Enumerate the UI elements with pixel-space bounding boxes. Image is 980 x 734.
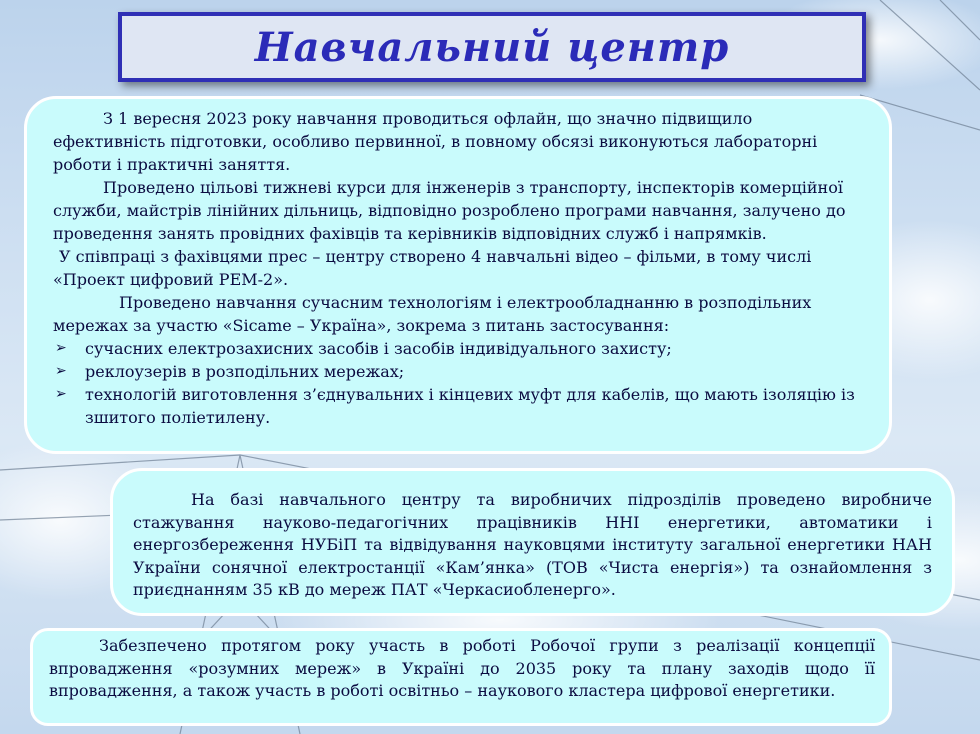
paragraph-weekly-courses: Проведено цільові тижневі курси для інженерів з транспорту, інспекторів комерційної служби, майстрів лінійних дільниць, відповідно розроблено програми навчання, залучено до проведення занять провідних фахівців та керівників відповідних служб і напрямків. [53,178,846,243]
list-item-text: реклоузерів в розподільних мережах; [85,362,405,381]
paragraph-internship: На базі навчального центру та виробничих підрозділів проведено виробниче стажування науково-педагогічних працівників ННІ енергетики, автоматики і енергозбереження НУБіП та відвідування науковцями інституту загальної енергетики НАН України сонячної електростанції «Кам’янка» (ТОВ «Чиста енергія») та ознайомлення з приєднанням 35 кВ до мереж ПАТ «Черкасиобленерго». [133,490,932,599]
arrow-bullet-icon: ➢ [55,340,67,356]
paragraph-smart-grid: Забезпечено протягом року участь в роботі Робочої групи з реалізації концепції впровадження «розумних мереж» в Україні до 2035 року та плану заходів щодо її впровадження, а також участь в роботі освітньо – наукового кластера цифрової енергетики. [49,636,875,700]
list-item-text: сучасних електрозахисних засобів і засобів індивідуального захисту; [85,339,672,358]
technology-list [53,337,865,429]
paragraph-offline-training: З 1 вересня 2023 року навчання проводиться офлайн, що значно підвищило ефективність підготовки, особливо первинної, в повному обсязі виконуються лабораторні роботи і практичні заняття. [53,109,818,174]
list-item [53,383,865,429]
list-item [53,360,865,383]
arrow-bullet-icon: ➢ [55,386,67,402]
internship-panel [110,468,955,616]
list-item [53,337,865,360]
list-item-text: технологій виготовлення з’єднувальних і кінцевих муфт для кабелів, що мають ізоляцію із зшитого поліетилену. [85,385,855,427]
arrow-bullet-icon: ➢ [55,363,67,379]
page-title: Навчальний центр [254,23,730,71]
training-info-panel [24,96,892,454]
title-banner [118,12,866,82]
paragraph-sicame-training: Проведено навчання сучасним технологіям і електрообладнанню в розподільних мережах за участю «Sicame – Україна», зокрема з питань застосування: [53,293,812,335]
smart-grid-panel [30,628,892,726]
paragraph-video-films: У співпраці з фахівцями прес – центру створено 4 навчальні відео – фільми, в тому числі «Проект цифровий РЕМ-2». [53,247,812,289]
